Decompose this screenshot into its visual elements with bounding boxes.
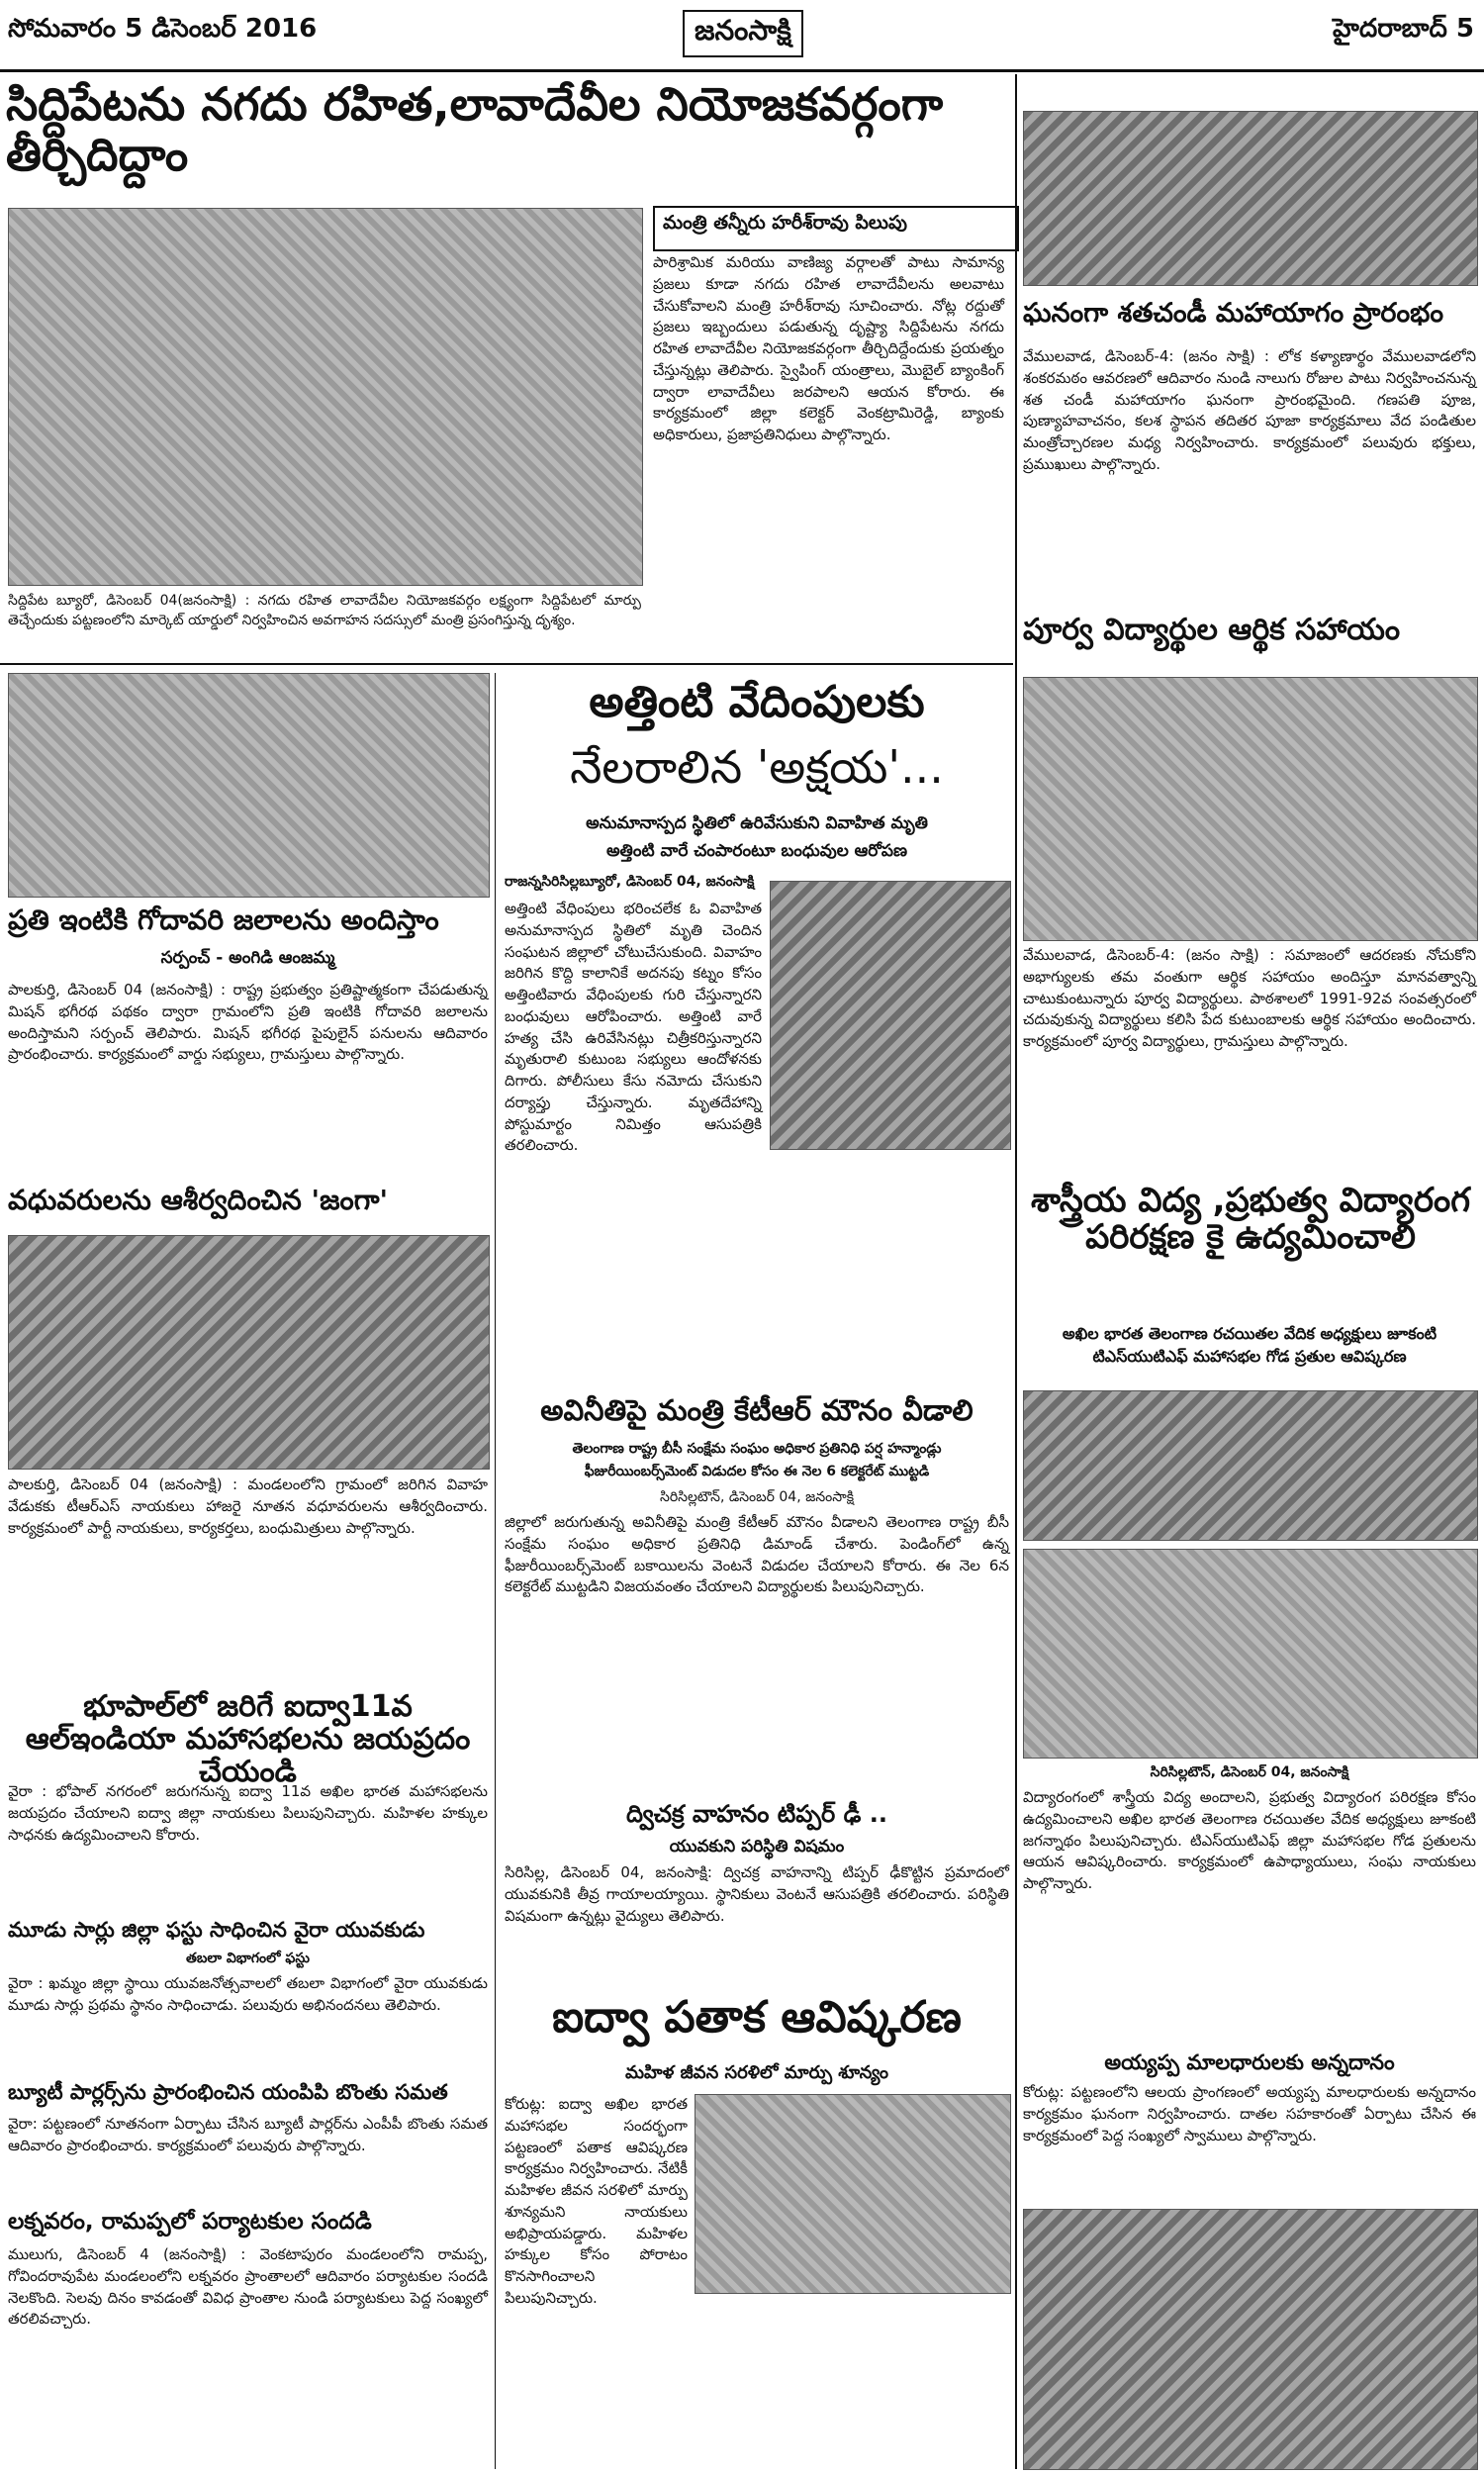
vaira-body: వైరా : ఖమ్మం జిల్లా స్థాయి యువజనోత్సవాలలో తబలా విభాగంలో వైరా యువకుడు మూడు సార్లు ప్రథమ స్థానం సాధించాడు. పలువురు అభినందనలు తెలిపారు. bbox=[8, 1974, 488, 2014]
tipper-body: సిరిసిల్ల, డిసెంబర్‌ 04, జనంసాక్షి: ద్విచక్ర వాహనాన్ని టిప్పర్‌ ఢీకొట్టిన ప్రమాదంలో యువకునికి తీవ్ర గాయాలయ్యాయి. స్థానికులు వెంటనే ఆసుపత్రికి తరలించారు. పరిస్థితి విషమంగా ఉన్నట్లు వైద్యులు తెలిపారు. bbox=[505, 1863, 1009, 1925]
laknavaram-headline: లక్నవరం, రామప్పలో పర్యాటకుల సందడి bbox=[8, 2209, 372, 2235]
education-photo-release bbox=[1023, 1390, 1478, 1541]
masthead bbox=[0, 0, 1484, 72]
aidwa-body-cont bbox=[505, 2300, 1009, 2468]
education-kicker: అఖిల భారత తెలంగాణ రచయితల వేదిక అధ్యక్షులు జూకంటి టిఎస్‌యుటిఎఫ్‌ మహాసభల గోడ ప్రతుల ఆవిష్కరణ bbox=[1062, 1324, 1438, 1366]
wedding-body: పాలకుర్తి, డిసెంబర్‌ 04 (జనంసాక్షి) : మండలంలోని గ్రామంలో జరిగిన వివాహ వేడుకకు టీఆర్‌ఎస్‌ నాయకులు హాజరై నూతన వధూవరులను ఆశీర్వదించారు. కార్యక్రమంలో పార్టీ నాయకులు, కార్యకర్తలు, బంధుమిత్రులు పాల్గొన్నారు. bbox=[8, 1475, 488, 1537]
tipper-kicker: యువకుని పరిస్థితి విషమం bbox=[669, 1837, 845, 1856]
ktr-kicker-line2: ఫీజురీయింబర్స్‌మెంట్‌ విడుదల కోసం ఈ నెల 6 కలెక్టరేట్‌ ముట్టడి bbox=[584, 1464, 930, 1479]
akshaya-dateline: రాజన్నసిరిసిల్లబ్యూరో, డిసెంబర్‌ 04, జనంసాక్షి bbox=[505, 874, 755, 890]
lead-body: పారిశ్రామిక మరియు వాణిజ్య వర్గాలతో పాటు సామాన్య ప్రజలు కూడా నగదు రహిత లావాదేవీలను అలవాటు చేసుకోవాలని మంత్రి హరీశ్‌రావు సూచించారు. నోట్ల రద్దుతో ప్రజలు ఇబ్బందులు పడుతున్న దృష్ట్యా సిద్దిపేటను నగదు రహిత లావాదేవీల నియోజకవర్గంగా తీర్చిదిద్దేందుకు ప్రయత్నం చేస్తున్నట్లు తెలిపారు. స్వైపింగ్‌ యంత్రాలు, మొబైల్‌ బ్యాంకింగ్‌ ద్వారా లావాదేవీలు జరపాలని ఆయన కోరారు. ఈ కార్యక్రమంలో జిల్లా కలెక్టర్‌ వెంకట్రామిరెడ్డి, బ్యాంకు అధికారులు, ప్రజాప్రతినిధులు పాల్గొన్నారు. bbox=[653, 253, 1004, 443]
city-page-number: హైదరాబాద్‌ 5 bbox=[1333, 14, 1474, 44]
annadanam-photo bbox=[1023, 2209, 1478, 2470]
lead-photo-caption: సిద్దిపేట బ్యూరో, డిసెంబర్‌ 04(జనంసాక్షి) : నగదు రహిత లావాదేవీల నియోజకవర్గం లక్ష్యంగా సిద్దిపేటలో మార్పు తెచ్చేందుకు పట్టణంలోని మార్కెట్‌ యార్డులో నిర్వహించిన అవగాహన సదస్సులో మంత్రి ప్రసంగిస్తున్న దృశ్యం. bbox=[8, 593, 641, 628]
education-photo-speaker bbox=[1023, 1549, 1478, 1759]
education-body: విద్యారంగంలో శాస్త్రీయ విద్య అందాలని, ప్రభుత్వ విద్యారంగ పరిరక్షణ కోసం ఉద్యమించాలని అఖిల భారత తెలంగాణ రచయితల వేదిక అధ్యక్షులు జూకంటి జగన్నాథం పిలుపునిచ్చారు. టిఎస్‌యుటిఎఫ్‌ జిల్లా మహాసభల గోడ ప్రతులను ఆయన ఆవిష్కరించారు. కార్యక్రమంలో ఉపాధ్యాయులు, సంఘ నాయకులు పాల్గొన్నారు. bbox=[1023, 1788, 1476, 1892]
education-dateline: సిరిసిల్లటౌన్‌, డిసెంబర్‌ 04, జనంసాక్షి bbox=[1150, 1764, 1349, 1780]
lead-kicker: మంత్రి తన్నీరు హరీశ్‌రావు పిలుపు bbox=[653, 206, 1019, 251]
aidwa-kicker: మహిళ జీవన సరళిలో మార్పు శూన్యం bbox=[624, 2062, 889, 2083]
ktr-body: జిల్లాలో జరుగుతున్న అవినీతిపై మంత్రి కేటీఆర్‌ మౌనం వీడాలని తెలంగాణ రాష్ట్ర బీసీ సంక్షేమ సంఘం అధికార ప్రతినిధి డిమాండ్‌ చేశారు. పెండింగ్‌లో ఉన్న ఫీజురీయింబర్స్‌మెంట్‌ బకాయిలను వెంటనే విడుదల చేయాలని కోరారు. ఈ నెల 6న కలెక్టరేట్‌ ముట్టడిని విజయవంతం చేయాలని విద్యార్థులకు పిలుపునిచ్చారు. bbox=[505, 1513, 1009, 1596]
aidwa-body: కోరుట్ల: ఐద్వా అఖిల భారత మహాసభల సందర్భంగా పట్టణంలో పతాక ఆవిష్కరణ కార్యక్రమం నిర్వహించారు. నేటికీ మహిళల జీవన సరళిలో మార్పు శూన్యమని నాయకులు అభిప్రాయపడ్డారు. మహిళల హక్కుల కోసం పోరాటం కొనసాగించాలని పిలుపునిచ్చారు. bbox=[505, 2095, 688, 2307]
ktr-headline: అవినీతిపై మంత్రి కేటీఆర్‌ మౌనం వీడాలి bbox=[540, 1393, 974, 1427]
bhopal-headline: భూపాల్‌లో జరిగే ఐద్వా11వ ఆల్‌ఇండియా మహాసభలను జయప్రదం చేయండి bbox=[25, 1689, 471, 1789]
vaira-byline: తబలా విభాగంలో ఫస్టు bbox=[185, 1951, 311, 1966]
alumni-photo bbox=[1023, 677, 1478, 941]
godavari-photo bbox=[8, 673, 490, 898]
akshaya-body: అత్తింటి వేధింపులు భరించలేక ఓ వివాహిత అనుమానాస్పద స్థితిలో మృతి చెందిన సంఘటన జిల్లాలో చోటుచేసుకుంది. వివాహం జరిగిన కొద్ది కాలానికే అదనపు కట్నం కోసం అత్తింటివారు వేధింపులకు గురి చేస్తున్నారని బంధువులు ఆరోపించారు. అత్తింటి వారే హత్య చేసి ఉరివేసినట్లు చిత్రీకరిస్తున్నారని మృతురాలి కుటుంబ సభ్యులు ఆందోళనకు దిగారు. పోలీసులు కేసు నమోదు చేసుకుని దర్యాప్తు చేస్తున్నారు. మృతదేహాన్ని పోస్టుమార్టం నిమిత్తం ఆసుపత్రికి తరలించారు. bbox=[505, 900, 762, 1155]
tipper-headline: ద్విచక్ర వాహనం టిప్పర్‌ ఢీ .. bbox=[626, 1800, 887, 1828]
lead-headline: సిద్దిపేటను నగదు రహిత,లావాదేవీల నియోజకవర్గంగా తీర్చిదిద్దాం bbox=[6, 77, 944, 181]
ktr-dateline: సిరిసిల్లటౌన్‌, డిసెంబర్‌ 04, జనంసాక్షి bbox=[660, 1489, 854, 1505]
yagam-photo bbox=[1023, 111, 1478, 286]
wedding-photo bbox=[8, 1235, 490, 1470]
column-divider bbox=[495, 673, 496, 2469]
education-headline: శాస్త్రీయ విద్య ,ప్రభుత్వ విద్యారంగ పరిరక్షణ కై ఉద్యమించాలి bbox=[1030, 1181, 1471, 1258]
aidwa-photo bbox=[695, 2094, 1011, 2294]
akshaya-kicker-line2: అత్తింటి వారే చంపారంటూ బంధువుల ఆరోపణ bbox=[605, 841, 908, 861]
yagam-headline: ఘనంగా శతచండీ మహాయాగం ప్రారంభం bbox=[1023, 298, 1444, 329]
annadanam-body: కోరుట్ల: పట్టణంలోని ఆలయ ప్రాంగణంలో అయ్యప్ప మాలధారులకు అన్నదానం కార్యక్రమం ఘనంగా నిర్వహించారు. దాతల సహకారంతో ఏర్పాటు చేసిన ఈ కార్యక్రమంలో పెద్ద సంఖ్యలో స్వాములు పాల్గొన్నారు. bbox=[1023, 2083, 1476, 2144]
godavari-body: పాలకుర్తి, డిసెంబర్‌ 04 (జనంసాక్షి) : రాష్ట్ర ప్రభుత్వం ప్రతిష్టాత్మకంగా చేపడుతున్న మిషన్‌ భగీరథ పథకం ద్వారా గ్రామంలోని ప్రతి ఇంటికి గోదావరి జలాలను అందిస్తామని సర్పంచ్‌ తెలిపారు. మిషన్‌ భగీరథ పైపులైన్‌ పనులను ఆదివారం ప్రారంభించారు. కార్యక్రమంలో వార్డు సభ్యులు, గ్రామస్తులు పాల్గొన్నారు. bbox=[8, 981, 488, 1064]
godavari-byline: సర్పంచ్‌ - అంగిడి ఆంజమ్మ bbox=[160, 948, 335, 968]
alumni-body: వేములవాడ, డిసెంబర్‌-4: (జనం సాక్షి) : సమాజంలో ఆదరణకు నోచుకోని అభాగ్యులకు తమ వంతుగా ఆర్థిక సహాయం అందిస్తూ మానవత్వాన్ని చాటుకుంటున్నారు పూర్వ విద్యార్థులు. పాఠశాలలో 1991-92వ సంవత్సరంలో చదువుకున్న విద్యార్థులు కలిసి పేద కుటుంబాలకు ఆర్థిక సహాయం అందించారు. కార్యక్రమంలో పూర్వ విద్యార్థులు, గ్రామస్తులు పాల్గొన్నారు. bbox=[1023, 946, 1476, 1050]
akshaya-headline-line2: నేలరాలిన 'అక్షయ'... bbox=[570, 740, 944, 794]
issue-date: సోమవారం 5 డిసెంబర్‌ 2016 bbox=[8, 14, 318, 44]
wedding-headline: వధువరులను ఆశీర్వదించిన 'జంగా' bbox=[8, 1184, 389, 1216]
section-divider bbox=[0, 663, 1013, 665]
laknavaram-body: ములుగు, డిసెంబర్‌ 4 (జనంసాక్షి) : వెంకటాపురం మండలంలోని రామప్ప, గోవిందరావుపేట మండలంలోని లక్నవరం ప్రాంతాలలో ఆదివారం పర్యాటకుల సందడి నెలకొంది. సెలవు దినం కావడంతో వివిధ ప్రాంతాల నుండి పర్యాటకులు పెద్ద సంఖ్యలో తరలివచ్చారు. bbox=[8, 2245, 488, 2329]
column-divider bbox=[1015, 74, 1017, 2469]
alumni-headline: పూర్వ విద్యార్థుల ఆర్థిక సహాయం bbox=[1023, 613, 1401, 647]
vaira-headline: మూడు సార్లు జిల్లా ఫస్టు సాధించిన వైరా యువకుడు bbox=[8, 1918, 425, 1942]
akshaya-kicker-line1: అనుమానాస్పద స్థితిలో ఉరివేసుకుని వివాహిత మృతి bbox=[586, 813, 928, 833]
lead-photo-meeting bbox=[8, 208, 643, 586]
aidwa-headline: ఐద్వా పతాక ఆవిష్కరణ bbox=[552, 1992, 962, 2043]
paper-logo: జనంసాక్షి bbox=[683, 10, 803, 57]
ktr-kicker-line1: తెలంగాణ రాష్ట్ర బీసీ సంక్షేమ సంఘం అధికార ప్రతినిధి పర్ష హన్మాండ్లు bbox=[572, 1441, 942, 1457]
akshaya-headline-line1: అత్తింటి వేదింపులకు bbox=[589, 677, 925, 727]
beauty-headline: బ్యూటీ పార్లర్స్‌ను ప్రారంభించిన యంపిపి బొంతు సమత bbox=[8, 2080, 448, 2104]
godavari-headline: ప్రతి ఇంటికి గోదావరి జలాలను అందిస్తాం bbox=[8, 904, 439, 936]
akshaya-photo bbox=[770, 881, 1011, 1150]
yagam-body: వేములవాడ, డిసెంబర్‌-4: (జనం సాక్షి) : లోక కళ్యాణార్థం వేములవాడలోని శంకరమఠం ఆవరణలో ఆదివారం నుండి నాలుగు రోజుల పాటు నిర్వహించనున్న శత చండీ మహాయాగం ఘనంగా ప్రారంభమైంది. గణపతి పూజ, పుణ్యాహవాచనం, కలశ స్థాపన తదితర పూజా కార్యక్రమాలు వేద పండితుల మంత్రోచ్చారణల మధ్య నిర్వహించారు. కార్యక్రమంలో పలువురు భక్తులు, ప్రముఖులు పాల్గొన్నారు. bbox=[1023, 347, 1476, 473]
beauty-body: వైరా: పట్టణంలో నూతనంగా ఏర్పాటు చేసిన బ్యూటీ పార్లర్‌ను ఎంపీపీ బొంతు సమత ఆదివారం ప్రారంభించారు. కార్యక్రమంలో పలువురు పాల్గొన్నారు. bbox=[8, 2115, 488, 2154]
annadanam-headline: అయ్యప్ప మాలధారులకు అన్నదానం bbox=[1104, 2050, 1395, 2074]
bhopal-body: వైరా : భోపాల్‌ నగరంలో జరుగనున్న ఐద్వా 11వ అఖిల భారత మహాసభలను జయప్రదం చేయాలని ఐద్వా జిల్లా నాయకులు పిలుపునిచ్చారు. మహిళల హక్కుల సాధనకు ఉద్యమించాలని కోరారు. bbox=[8, 1782, 488, 1844]
